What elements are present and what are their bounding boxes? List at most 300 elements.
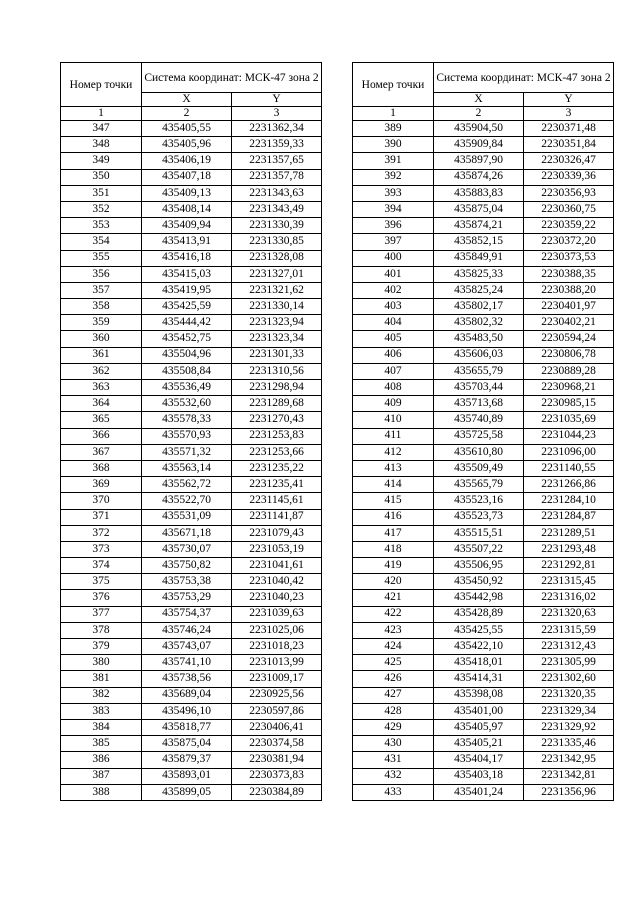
header-col-index-3: 3 <box>232 107 322 121</box>
table-row <box>61 380 322 396</box>
table-row <box>353 185 614 201</box>
x-coordinate-cell: 435413,91 <box>142 234 232 250</box>
point-number-cell: 372 <box>61 525 142 541</box>
x-coordinate-cell: 435422,10 <box>434 639 524 655</box>
x-coordinate-cell: 435738,56 <box>142 671 232 687</box>
table-row <box>353 768 614 784</box>
x-coordinate-cell: 435450,92 <box>434 574 524 590</box>
table-row <box>353 201 614 217</box>
header-col-index-1: 1 <box>353 107 434 121</box>
y-coordinate-cell: 2230381,94 <box>232 752 322 768</box>
point-number-cell: 431 <box>353 752 434 768</box>
y-coordinate-cell: 2230597,86 <box>232 703 322 719</box>
x-coordinate-cell: 435893,01 <box>142 768 232 784</box>
x-coordinate-cell: 435406,19 <box>142 153 232 169</box>
table-row <box>61 687 322 703</box>
y-coordinate-cell: 2230388,35 <box>524 266 614 282</box>
x-coordinate-cell: 435407,18 <box>142 169 232 185</box>
y-coordinate-cell: 2231292,81 <box>524 558 614 574</box>
table-body-left <box>61 121 322 801</box>
point-number-cell: 430 <box>353 736 434 752</box>
table-row <box>353 299 614 315</box>
point-number-cell: 350 <box>61 169 142 185</box>
table-row <box>353 703 614 719</box>
table-row <box>61 558 322 574</box>
x-coordinate-cell: 435899,05 <box>142 784 232 800</box>
table-row <box>353 622 614 638</box>
table-row <box>61 250 322 266</box>
point-number-cell: 408 <box>353 380 434 396</box>
y-coordinate-cell: 2231289,68 <box>232 396 322 412</box>
x-coordinate-cell: 435496,10 <box>142 703 232 719</box>
table-row <box>61 121 322 137</box>
y-coordinate-cell: 2231235,41 <box>232 477 322 493</box>
table-row <box>61 477 322 493</box>
point-number-cell: 415 <box>353 493 434 509</box>
point-number-cell: 401 <box>353 266 434 282</box>
table-row <box>353 218 614 234</box>
point-number-cell: 359 <box>61 315 142 331</box>
table-row <box>61 428 322 444</box>
point-number-cell: 394 <box>353 201 434 217</box>
y-coordinate-cell: 2230985,15 <box>524 396 614 412</box>
y-coordinate-cell: 2231270,43 <box>232 412 322 428</box>
x-coordinate-cell: 435509,49 <box>434 460 524 476</box>
y-coordinate-cell: 2231342,81 <box>524 768 614 784</box>
x-coordinate-cell: 435571,32 <box>142 444 232 460</box>
table-row <box>353 477 614 493</box>
x-coordinate-cell: 435741,10 <box>142 655 232 671</box>
header-x: X <box>142 93 232 107</box>
x-coordinate-cell: 435875,04 <box>434 201 524 217</box>
y-coordinate-cell: 2231305,99 <box>524 655 614 671</box>
y-coordinate-cell: 2231323,94 <box>232 315 322 331</box>
x-coordinate-cell: 435504,96 <box>142 347 232 363</box>
y-coordinate-cell: 2230594,24 <box>524 331 614 347</box>
y-coordinate-cell: 2231298,94 <box>232 380 322 396</box>
point-number-cell: 414 <box>353 477 434 493</box>
point-number-cell: 380 <box>61 655 142 671</box>
table-row <box>353 137 614 153</box>
point-number-cell: 383 <box>61 703 142 719</box>
x-coordinate-cell: 435428,89 <box>434 606 524 622</box>
x-coordinate-cell: 435405,97 <box>434 719 524 735</box>
y-coordinate-cell: 2230374,58 <box>232 736 322 752</box>
x-coordinate-cell: 435883,83 <box>434 185 524 201</box>
x-coordinate-cell: 435405,21 <box>434 736 524 752</box>
table-row <box>353 396 614 412</box>
table-row <box>61 493 322 509</box>
y-coordinate-cell: 2231301,33 <box>232 347 322 363</box>
point-number-cell: 360 <box>61 331 142 347</box>
table-row <box>61 541 322 557</box>
point-number-cell: 422 <box>353 606 434 622</box>
x-coordinate-cell: 435802,32 <box>434 315 524 331</box>
y-coordinate-cell: 2231293,48 <box>524 541 614 557</box>
y-coordinate-cell: 2231328,08 <box>232 250 322 266</box>
y-coordinate-cell: 2231316,02 <box>524 590 614 606</box>
x-coordinate-cell: 435578,33 <box>142 412 232 428</box>
table-row <box>61 752 322 768</box>
point-number-cell: 386 <box>61 752 142 768</box>
point-number-cell: 370 <box>61 493 142 509</box>
x-coordinate-cell: 435713,68 <box>434 396 524 412</box>
x-coordinate-cell: 435523,73 <box>434 509 524 525</box>
x-coordinate-cell: 435563,14 <box>142 460 232 476</box>
x-coordinate-cell: 435483,50 <box>434 331 524 347</box>
point-number-cell: 427 <box>353 687 434 703</box>
y-coordinate-cell: 2231357,78 <box>232 169 322 185</box>
point-number-cell: 425 <box>353 655 434 671</box>
table-row <box>61 347 322 363</box>
y-coordinate-cell: 2231342,95 <box>524 752 614 768</box>
point-number-cell: 404 <box>353 315 434 331</box>
table-row <box>61 655 322 671</box>
point-number-cell: 384 <box>61 719 142 735</box>
x-coordinate-cell: 435506,95 <box>434 558 524 574</box>
y-coordinate-cell: 2230968,21 <box>524 380 614 396</box>
point-number-cell: 352 <box>61 201 142 217</box>
x-coordinate-cell: 435452,75 <box>142 331 232 347</box>
x-coordinate-cell: 435409,94 <box>142 218 232 234</box>
point-number-cell: 364 <box>61 396 142 412</box>
x-coordinate-cell: 435401,00 <box>434 703 524 719</box>
y-coordinate-cell: 2231041,61 <box>232 558 322 574</box>
x-coordinate-cell: 435874,21 <box>434 218 524 234</box>
x-coordinate-cell: 435743,07 <box>142 639 232 655</box>
table-row <box>353 639 614 655</box>
point-number-cell: 387 <box>61 768 142 784</box>
coordinates-table-left <box>60 62 322 801</box>
y-coordinate-cell: 2230339,36 <box>524 169 614 185</box>
y-coordinate-cell: 2231302,60 <box>524 671 614 687</box>
y-coordinate-cell: 2230388,20 <box>524 282 614 298</box>
point-number-cell: 353 <box>61 218 142 234</box>
y-coordinate-cell: 2230351,84 <box>524 137 614 153</box>
header-coord-system: Система координат: МСК-47 зона 2 <box>434 63 614 93</box>
table-row <box>353 153 614 169</box>
point-number-cell: 411 <box>353 428 434 444</box>
x-coordinate-cell: 435408,14 <box>142 201 232 217</box>
x-coordinate-cell: 435415,03 <box>142 266 232 282</box>
table-row <box>353 509 614 525</box>
x-coordinate-cell: 435671,18 <box>142 525 232 541</box>
header-col-index-1: 1 <box>61 107 142 121</box>
y-coordinate-cell: 2231284,87 <box>524 509 614 525</box>
header-point-number: Номер точки <box>61 63 142 107</box>
y-coordinate-cell: 2231357,65 <box>232 153 322 169</box>
x-coordinate-cell: 435849,91 <box>434 250 524 266</box>
x-coordinate-cell: 435725,58 <box>434 428 524 444</box>
table-row <box>353 752 614 768</box>
y-coordinate-cell: 2231343,49 <box>232 201 322 217</box>
point-number-cell: 349 <box>61 153 142 169</box>
table-row <box>353 719 614 735</box>
x-coordinate-cell: 435507,22 <box>434 541 524 557</box>
point-number-cell: 375 <box>61 574 142 590</box>
point-number-cell: 403 <box>353 299 434 315</box>
x-coordinate-cell: 435515,51 <box>434 525 524 541</box>
point-number-cell: 356 <box>61 266 142 282</box>
y-coordinate-cell: 2231009,17 <box>232 671 322 687</box>
x-coordinate-cell: 435655,79 <box>434 363 524 379</box>
point-number-cell: 355 <box>61 250 142 266</box>
x-coordinate-cell: 435825,24 <box>434 282 524 298</box>
table-row <box>353 428 614 444</box>
point-number-cell: 385 <box>61 736 142 752</box>
table-row <box>61 396 322 412</box>
y-coordinate-cell: 2230401,97 <box>524 299 614 315</box>
table-row <box>61 153 322 169</box>
table-row <box>353 736 614 752</box>
y-coordinate-cell: 2231320,35 <box>524 687 614 703</box>
point-number-cell: 351 <box>61 185 142 201</box>
x-coordinate-cell: 435802,17 <box>434 299 524 315</box>
point-number-cell: 382 <box>61 687 142 703</box>
point-number-cell: 369 <box>61 477 142 493</box>
y-coordinate-cell: 2231040,42 <box>232 574 322 590</box>
table-row <box>61 412 322 428</box>
table-row <box>61 525 322 541</box>
x-coordinate-cell: 435740,89 <box>434 412 524 428</box>
x-coordinate-cell: 435852,15 <box>434 234 524 250</box>
table-row <box>353 590 614 606</box>
table-row <box>61 169 322 185</box>
point-number-cell: 392 <box>353 169 434 185</box>
y-coordinate-cell: 2230406,41 <box>232 719 322 735</box>
point-number-cell: 426 <box>353 671 434 687</box>
x-coordinate-cell: 435401,24 <box>434 784 524 800</box>
table-row <box>61 331 322 347</box>
y-coordinate-cell: 2231025,06 <box>232 622 322 638</box>
point-number-cell: 421 <box>353 590 434 606</box>
point-number-cell: 429 <box>353 719 434 735</box>
x-coordinate-cell: 435405,55 <box>142 121 232 137</box>
x-coordinate-cell: 435570,93 <box>142 428 232 444</box>
point-number-cell: 413 <box>353 460 434 476</box>
y-coordinate-cell: 2230356,93 <box>524 185 614 201</box>
point-number-cell: 354 <box>61 234 142 250</box>
y-coordinate-cell: 2231289,51 <box>524 525 614 541</box>
table-row <box>353 347 614 363</box>
point-number-cell: 400 <box>353 250 434 266</box>
point-number-cell: 357 <box>61 282 142 298</box>
table-row <box>353 363 614 379</box>
table-row <box>353 493 614 509</box>
point-number-cell: 405 <box>353 331 434 347</box>
table-row <box>353 250 614 266</box>
point-number-cell: 397 <box>353 234 434 250</box>
y-coordinate-cell: 2231079,43 <box>232 525 322 541</box>
point-number-cell: 396 <box>353 218 434 234</box>
point-number-cell: 347 <box>61 121 142 137</box>
point-number-cell: 365 <box>61 412 142 428</box>
table-row <box>61 703 322 719</box>
x-coordinate-cell: 435416,18 <box>142 250 232 266</box>
y-coordinate-cell: 2231321,62 <box>232 282 322 298</box>
point-number-cell: 390 <box>353 137 434 153</box>
point-number-cell: 348 <box>61 137 142 153</box>
y-coordinate-cell: 2231330,14 <box>232 299 322 315</box>
x-coordinate-cell: 435562,72 <box>142 477 232 493</box>
table-row <box>61 671 322 687</box>
point-number-cell: 406 <box>353 347 434 363</box>
x-coordinate-cell: 435730,07 <box>142 541 232 557</box>
y-coordinate-cell: 2230806,78 <box>524 347 614 363</box>
y-coordinate-cell: 2231323,34 <box>232 331 322 347</box>
table-row <box>61 218 322 234</box>
y-coordinate-cell: 2231096,00 <box>524 444 614 460</box>
table-row <box>353 234 614 250</box>
y-coordinate-cell: 2230373,53 <box>524 250 614 266</box>
y-coordinate-cell: 2230925,56 <box>232 687 322 703</box>
table-row <box>353 315 614 331</box>
y-coordinate-cell: 2231141,87 <box>232 509 322 525</box>
x-coordinate-cell: 435703,44 <box>434 380 524 396</box>
table-row <box>353 784 614 800</box>
table-row <box>353 169 614 185</box>
header-col-index-2: 2 <box>434 107 524 121</box>
table-row <box>353 558 614 574</box>
y-coordinate-cell: 2231013,99 <box>232 655 322 671</box>
y-coordinate-cell: 2231335,46 <box>524 736 614 752</box>
point-number-cell: 361 <box>61 347 142 363</box>
x-coordinate-cell: 435425,59 <box>142 299 232 315</box>
x-coordinate-cell: 435404,17 <box>434 752 524 768</box>
y-coordinate-cell: 2231284,10 <box>524 493 614 509</box>
y-coordinate-cell: 2231343,63 <box>232 185 322 201</box>
table-row <box>353 525 614 541</box>
table-row <box>353 444 614 460</box>
y-coordinate-cell: 2231235,22 <box>232 460 322 476</box>
point-number-cell: 368 <box>61 460 142 476</box>
point-number-cell: 379 <box>61 639 142 655</box>
x-coordinate-cell: 435405,96 <box>142 137 232 153</box>
point-number-cell: 428 <box>353 703 434 719</box>
table-row <box>353 687 614 703</box>
table-row <box>353 606 614 622</box>
y-coordinate-cell: 2231310,56 <box>232 363 322 379</box>
y-coordinate-cell: 2230359,22 <box>524 218 614 234</box>
table-row <box>353 121 614 137</box>
table-row <box>61 282 322 298</box>
header-coord-system: Система координат: МСК-47 зона 2 <box>142 63 322 93</box>
table-row <box>61 509 322 525</box>
point-number-cell: 419 <box>353 558 434 574</box>
x-coordinate-cell: 435398,08 <box>434 687 524 703</box>
y-coordinate-cell: 2231044,23 <box>524 428 614 444</box>
header-x: X <box>434 93 524 107</box>
table-row <box>61 315 322 331</box>
x-coordinate-cell: 435825,33 <box>434 266 524 282</box>
coordinates-table-right <box>352 62 614 801</box>
x-coordinate-cell: 435606,03 <box>434 347 524 363</box>
y-coordinate-cell: 2231253,83 <box>232 428 322 444</box>
y-coordinate-cell: 2231040,23 <box>232 590 322 606</box>
x-coordinate-cell: 435565,79 <box>434 477 524 493</box>
x-coordinate-cell: 435897,90 <box>434 153 524 169</box>
point-number-cell: 358 <box>61 299 142 315</box>
x-coordinate-cell: 435442,98 <box>434 590 524 606</box>
x-coordinate-cell: 435904,50 <box>434 121 524 137</box>
point-number-cell: 420 <box>353 574 434 590</box>
point-number-cell: 410 <box>353 412 434 428</box>
table-row <box>353 331 614 347</box>
x-coordinate-cell: 435409,13 <box>142 185 232 201</box>
header-y: Y <box>232 93 322 107</box>
x-coordinate-cell: 435754,37 <box>142 606 232 622</box>
y-coordinate-cell: 2231327,01 <box>232 266 322 282</box>
y-coordinate-cell: 2231140,55 <box>524 460 614 476</box>
point-number-cell: 416 <box>353 509 434 525</box>
table-row <box>61 606 322 622</box>
point-number-cell: 423 <box>353 622 434 638</box>
table-row <box>61 639 322 655</box>
point-number-cell: 363 <box>61 380 142 396</box>
point-number-cell: 367 <box>61 444 142 460</box>
point-number-cell: 373 <box>61 541 142 557</box>
y-coordinate-cell: 2231320,63 <box>524 606 614 622</box>
y-coordinate-cell: 2231315,59 <box>524 622 614 638</box>
y-coordinate-cell: 2231359,33 <box>232 137 322 153</box>
table-row <box>61 234 322 250</box>
x-coordinate-cell: 435523,16 <box>434 493 524 509</box>
x-coordinate-cell: 435610,80 <box>434 444 524 460</box>
table-row <box>61 266 322 282</box>
y-coordinate-cell: 2231356,96 <box>524 784 614 800</box>
point-number-cell: 393 <box>353 185 434 201</box>
y-coordinate-cell: 2230402,21 <box>524 315 614 331</box>
y-coordinate-cell: 2231253,66 <box>232 444 322 460</box>
x-coordinate-cell: 435879,37 <box>142 752 232 768</box>
table-row <box>61 201 322 217</box>
point-number-cell: 433 <box>353 784 434 800</box>
x-coordinate-cell: 435532,60 <box>142 396 232 412</box>
table-row <box>61 768 322 784</box>
y-coordinate-cell: 2231039,63 <box>232 606 322 622</box>
y-coordinate-cell: 2231053,19 <box>232 541 322 557</box>
y-coordinate-cell: 2230371,48 <box>524 121 614 137</box>
table-body-right <box>353 121 614 801</box>
point-number-cell: 417 <box>353 525 434 541</box>
table-row <box>353 380 614 396</box>
point-number-cell: 362 <box>61 363 142 379</box>
x-coordinate-cell: 435403,18 <box>434 768 524 784</box>
y-coordinate-cell: 2231329,34 <box>524 703 614 719</box>
y-coordinate-cell: 2230360,75 <box>524 201 614 217</box>
y-coordinate-cell: 2231330,85 <box>232 234 322 250</box>
table-row <box>61 185 322 201</box>
y-coordinate-cell: 2231329,92 <box>524 719 614 735</box>
x-coordinate-cell: 435689,04 <box>142 687 232 703</box>
point-number-cell: 407 <box>353 363 434 379</box>
table-row <box>61 784 322 800</box>
x-coordinate-cell: 435414,31 <box>434 671 524 687</box>
y-coordinate-cell: 2231330,39 <box>232 218 322 234</box>
point-number-cell: 389 <box>353 121 434 137</box>
x-coordinate-cell: 435874,26 <box>434 169 524 185</box>
x-coordinate-cell: 435418,01 <box>434 655 524 671</box>
x-coordinate-cell: 435818,77 <box>142 719 232 735</box>
y-coordinate-cell: 2230889,28 <box>524 363 614 379</box>
table-row <box>353 671 614 687</box>
y-coordinate-cell: 2231312,43 <box>524 639 614 655</box>
header-col-index-2: 2 <box>142 107 232 121</box>
x-coordinate-cell: 435753,29 <box>142 590 232 606</box>
y-coordinate-cell: 2231362,34 <box>232 121 322 137</box>
table-row <box>61 460 322 476</box>
point-number-cell: 432 <box>353 768 434 784</box>
